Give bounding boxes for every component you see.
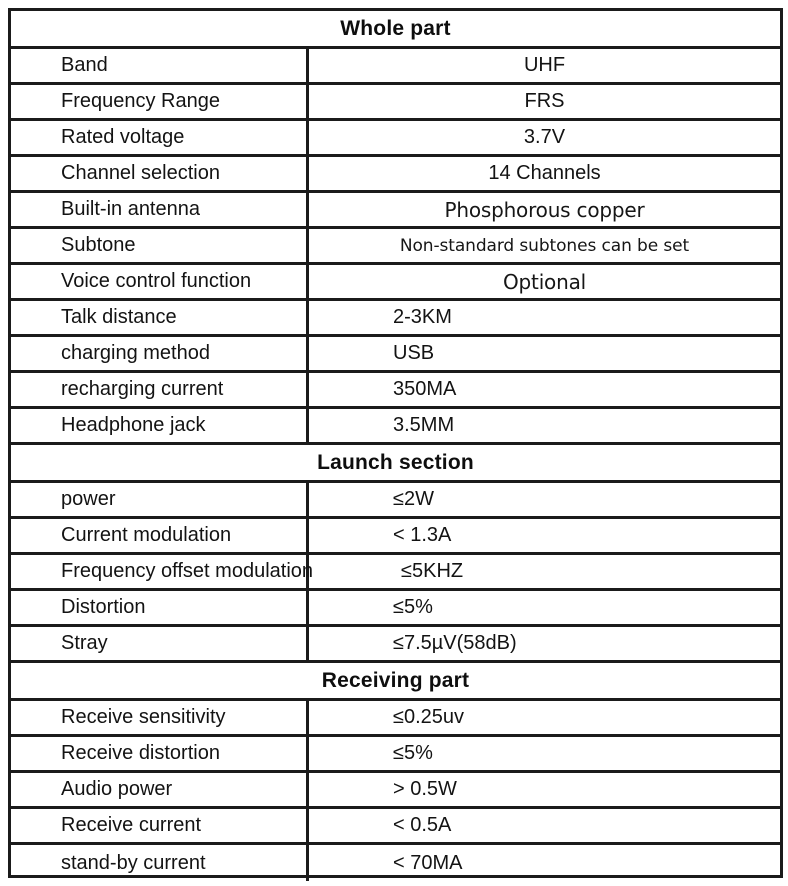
spec-label: Headphone jack xyxy=(61,414,206,436)
table-row xyxy=(11,845,780,881)
spec-label: stand-by current xyxy=(61,851,206,874)
column-divider xyxy=(306,85,309,118)
spec-label: Receive current xyxy=(61,814,202,836)
table-row xyxy=(11,701,780,737)
table-row xyxy=(11,591,780,627)
column-divider xyxy=(306,845,309,881)
spec-value: 3.5MM xyxy=(393,414,455,436)
column-divider xyxy=(306,193,309,226)
table-row xyxy=(11,337,780,373)
spec-value: Non-standard subtones can be set xyxy=(399,235,690,256)
column-divider xyxy=(306,809,309,842)
spec-value: < 0.5A xyxy=(393,814,452,836)
column-divider xyxy=(306,49,309,82)
table-row xyxy=(11,193,780,229)
spec-value: 2-3KM xyxy=(393,306,452,328)
spec-value: ≤5% xyxy=(393,596,433,618)
spec-label: Frequency Range xyxy=(61,90,220,112)
table-row xyxy=(11,409,780,445)
spec-label: Receive distortion xyxy=(61,742,220,764)
column-divider xyxy=(306,229,309,262)
spec-label: charging method xyxy=(61,342,210,364)
spec-label: Band xyxy=(61,54,108,76)
table-row xyxy=(11,49,780,85)
spec-value: 350MA xyxy=(393,378,457,400)
column-divider xyxy=(306,701,309,734)
spec-value: < 1.3A xyxy=(393,524,452,546)
column-divider xyxy=(306,627,309,660)
column-divider xyxy=(306,265,309,298)
section-header-row xyxy=(11,663,780,701)
column-divider xyxy=(306,591,309,624)
table-row xyxy=(11,627,780,663)
spec-label: Frequency offset modulation xyxy=(61,560,314,582)
spec-label: Stray xyxy=(61,632,108,654)
section-title: Whole part xyxy=(340,16,451,40)
spec-value: Phosphorous copper xyxy=(444,197,645,222)
spec-value: ≤5KHZ xyxy=(401,560,464,582)
column-divider xyxy=(306,483,309,516)
spec-value: < 70MA xyxy=(393,851,463,874)
spec-value: ≤5% xyxy=(393,742,433,764)
spec-value: ≤7.5µV(58dB) xyxy=(393,632,517,654)
spec-label: Talk distance xyxy=(61,306,177,328)
spec-label: recharging current xyxy=(61,378,224,400)
spec-value: USB xyxy=(393,342,435,364)
spec-value: ≤0.25uv xyxy=(393,706,465,728)
spec-value: ≤2W xyxy=(393,488,434,510)
column-divider xyxy=(306,121,309,154)
spec-label: Audio power xyxy=(61,778,173,800)
spec-label: power xyxy=(61,488,116,510)
spec-value: > 0.5W xyxy=(393,778,457,800)
column-divider xyxy=(306,301,309,334)
table-row xyxy=(11,519,780,555)
specification-table xyxy=(8,8,783,878)
table-row xyxy=(11,157,780,193)
table-row xyxy=(11,265,780,301)
column-divider xyxy=(306,773,309,806)
section-header-row xyxy=(11,445,780,483)
table-row xyxy=(11,773,780,809)
spec-label: Voice control function xyxy=(61,270,252,292)
column-divider xyxy=(306,337,309,370)
spec-value: 14 Channels xyxy=(488,162,601,184)
spec-value: FRS xyxy=(524,90,565,112)
section-title: Receiving part xyxy=(321,668,470,692)
table-row xyxy=(11,555,780,591)
table-row xyxy=(11,229,780,265)
spec-value: UHF xyxy=(523,54,566,76)
column-divider xyxy=(306,519,309,552)
spec-label: Rated voltage xyxy=(61,126,185,148)
table-row xyxy=(11,483,780,519)
table-row xyxy=(11,121,780,157)
table-row xyxy=(11,737,780,773)
table-row xyxy=(11,85,780,121)
spec-value: 3.7V xyxy=(523,126,566,148)
spec-label: Receive sensitivity xyxy=(61,706,226,728)
table-row xyxy=(11,373,780,409)
spec-value: Optional xyxy=(503,269,586,294)
table-row xyxy=(11,809,780,845)
spec-label: Distortion xyxy=(61,596,146,618)
spec-label: Built-in antenna xyxy=(61,198,200,220)
column-divider xyxy=(306,737,309,770)
table-row xyxy=(11,301,780,337)
column-divider xyxy=(306,157,309,190)
section-title: Launch section xyxy=(317,450,474,474)
spec-label: Channel selection xyxy=(61,162,220,184)
column-divider xyxy=(306,373,309,406)
spec-label: Subtone xyxy=(61,234,136,256)
spec-label: Current modulation xyxy=(61,524,232,546)
section-header-row xyxy=(11,11,780,49)
column-divider xyxy=(306,409,309,442)
